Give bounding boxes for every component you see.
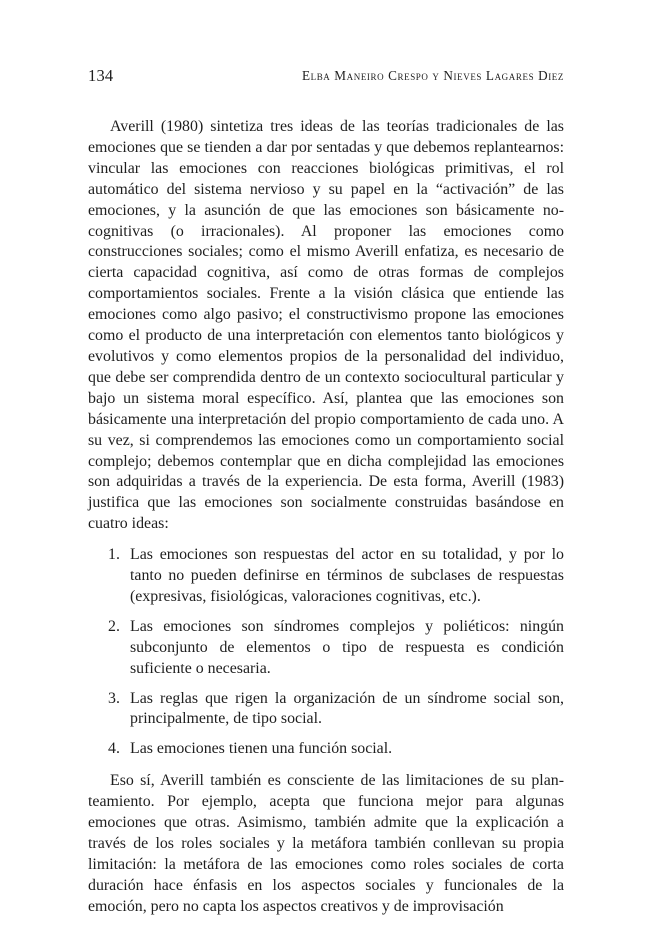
list-item (88, 739, 564, 760)
paragraph-2: Eso sí, Averill también es consciente de las limitaciones de su planteamiento. Por ejemplo, acepta que funciona mejor para algunas emociones que otras. Asimismo, también admite que la explicación a través de los roles sociales y la metáfora también conllevan su propia limitación: la metáfora de las emociones como roles sociales de corta duración hace énfasis en los aspectos sociales y funcionales de la emoción, pero no capta los aspectos creativos y de improvisación (88, 772, 564, 915)
list-item-number: 1. (108, 546, 120, 564)
list-item-number: 3. (108, 689, 120, 707)
page-header (88, 66, 564, 88)
list-item-number: 4. (108, 740, 120, 758)
list-item-text: Las reglas que rigen la organización de un síndrome social son, principalmente, de tipo social. (130, 689, 564, 728)
paragraph-1: Averill (1980) sintetiza tres ideas de las teorías tradicionales de las emociones que se tienden a dar por sentadas y que debemos replantearnos: vincular las emociones con reacciones biológicas primitivas, el rol automático del sistema nervioso y su papel en la “activación” de las emociones, y la asunción de que las emociones son básicamente no-cognitivas (o irracionales). Al proponer las emociones como construcciones sociales; como el mismo Averill enfatiza, es necesario de cierta capacidad cognitiva, así como de otras formas de complejos comportamientos sociales. Frente a la visión clásica que entiende las emociones como algo pasivo; el constructivismo propone las emociones como el producto de una interpretación con elementos tanto biológicos y evolutivos y como elementos propios de la personalidad del individuo, que debe ser comprendida dentro de un contexto sociocultural particular y bajo un sistema moral específico. Así, plantea que las emociones son básicamente una interpretación del propio comportamiento de cada uno. A su vez, si comprendemos las emociones como un comportamiento social complejo; debemos contemplar que en dicha complejidad las emociones son adquiridas a través de la experiencia. De esta forma, Averill (1983) justifica que las emociones son socialmente construidas basándose en cuatro ideas: (88, 118, 564, 533)
list-item (88, 689, 564, 731)
list-item-text: Las emociones tienen una función social. (130, 740, 393, 758)
numbered-list (88, 545, 564, 760)
page-number: 134 (88, 66, 114, 85)
body-text (88, 117, 564, 918)
running-head: Elba Maneiro Crespo y Nieves Lagares Diez (301, 68, 564, 83)
list-item-number: 2. (108, 617, 120, 635)
list-item-text: Las emociones son respuestas del actor en su totalidad, y por lo tanto no pueden definirse en términos de subclases de respuestas (expresivas, fisiológicas, valoraciones cognitivas, etc.). (130, 546, 564, 605)
list-item (88, 545, 564, 608)
list-item-text: Las emociones son síndromes complejos y poliéticos: ningún subconjunto de elementos o tipo de respuesta es condición suficiente o necesaria. (130, 617, 564, 677)
list-item (88, 617, 564, 680)
